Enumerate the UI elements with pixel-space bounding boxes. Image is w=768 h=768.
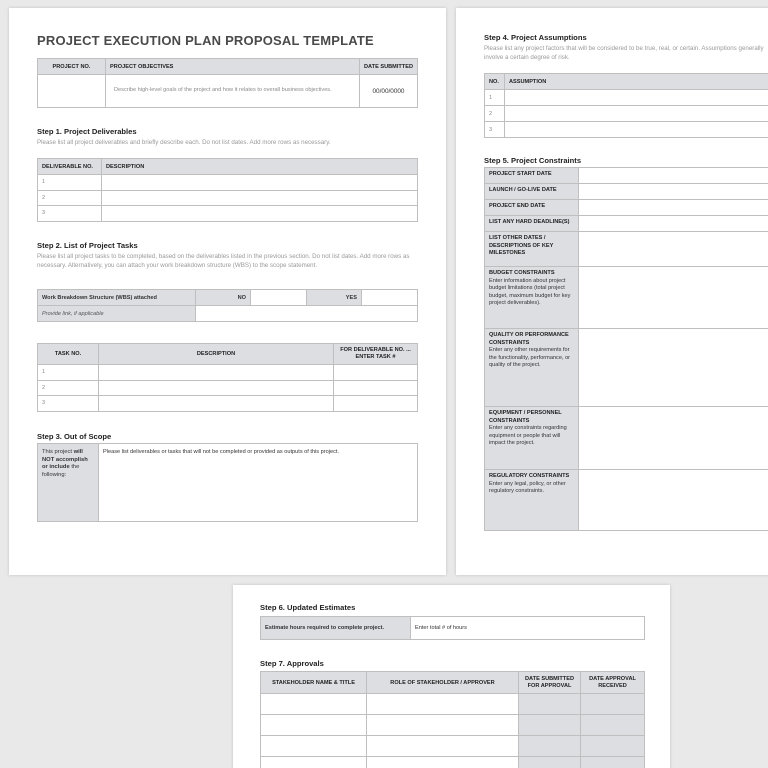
constraint-field[interactable] (579, 329, 768, 407)
header-project-no: PROJECT NO. (38, 59, 106, 75)
header-deliverable-no: DELIVERABLE NO. (38, 159, 102, 175)
header-date-approval-received: DATE APPROVAL RECEIVED (581, 672, 645, 694)
table-cell[interactable] (505, 122, 768, 138)
header-stakeholder-role: ROLE OF STAKEHOLDER / APPROVER (367, 672, 519, 694)
table-cell[interactable] (334, 396, 418, 412)
out-of-scope-field[interactable]: Please list deliverables or tasks that will not be completed or provided as outputs of this project. (99, 444, 418, 522)
page-3 (233, 585, 670, 768)
tasks-table (37, 343, 418, 412)
table-row-number: 2 (38, 380, 99, 396)
table-cell[interactable] (261, 715, 367, 736)
table-cell[interactable] (367, 736, 519, 757)
constraint-label: PROJECT END DATE (485, 200, 579, 216)
table-cell[interactable] (334, 365, 418, 381)
wbs-table (37, 289, 418, 322)
table-cell[interactable] (102, 175, 418, 191)
table-cell[interactable] (99, 365, 334, 381)
table-row-number: 3 (38, 396, 99, 412)
project-no-cell[interactable] (38, 75, 106, 108)
table-row-number: 2 (38, 190, 102, 206)
constraint-label: QUALITY OR PERFORMANCE CONSTRAINTS Enter any other requirements for the functionality, performance, or quality of the project. (485, 329, 579, 407)
header-description: DESCRIPTION (102, 159, 418, 175)
table-row-number: 1 (485, 90, 505, 106)
table-cell[interactable] (505, 90, 768, 106)
wbs-label: Work Breakdown Structure (WBS) attached (38, 290, 196, 306)
table-cell[interactable] (581, 736, 645, 757)
wbs-link-field[interactable] (196, 306, 418, 322)
header-date-submitted: DATE SUBMITTED (360, 59, 418, 75)
step6-heading: Step 6. Updated Estimates (260, 603, 356, 612)
table-cell[interactable] (367, 757, 519, 768)
page-1 (9, 8, 446, 575)
constraint-field[interactable] (579, 200, 768, 216)
table-cell[interactable] (519, 736, 581, 757)
table-cell[interactable] (519, 757, 581, 768)
table-cell[interactable] (519, 715, 581, 736)
table-row-number: 2 (485, 106, 505, 122)
constraint-label: REGULATORY CONSTRAINTS Enter any legal, policy, or other regulatory constraints. (485, 470, 579, 531)
table-cell[interactable] (334, 380, 418, 396)
header-stakeholder-name: STAKEHOLDER NAME & TITLE (261, 672, 367, 694)
constraint-field[interactable] (579, 184, 768, 200)
header-assumption-no: NO. (485, 74, 505, 90)
header-assumption: ASSUMPTION (505, 74, 768, 90)
step7-heading: Step 7. Approvals (260, 659, 324, 668)
constraint-label: EQUIPMENT / PERSONNEL CONSTRAINTS Enter any constraints regarding equipment or people that will impact the project. (485, 407, 579, 470)
table-cell[interactable] (581, 757, 645, 768)
date-submitted-cell[interactable]: 00/00/0000 (360, 75, 418, 108)
table-cell[interactable] (505, 106, 768, 122)
table-row-number: 3 (485, 122, 505, 138)
constraint-label: LAUNCH / GO-LIVE DATE (485, 184, 579, 200)
table-cell[interactable] (581, 694, 645, 715)
step4-description: Please list any project factors that will be considered to be true, real, or certain. Assumptions generally involve a certain degree of risk. (484, 45, 764, 61)
table-cell[interactable] (261, 757, 367, 768)
table-cell[interactable] (367, 694, 519, 715)
page-2 (456, 8, 768, 575)
document-title: PROJECT EXECUTION PLAN PROPOSAL TEMPLATE (37, 33, 374, 48)
project-objectives-cell[interactable]: Describe high-level goals of the project and how it relates to overall business objectives. (106, 75, 360, 108)
constraint-field[interactable] (579, 168, 768, 184)
step2-description: Please list all project tasks to be completed, based on the deliverables listed in the previous section. Do not list dates. Add more rows as necessary. Alternatively, you can attach your work breakdown structure (WBS) to the scope statement. (37, 253, 410, 269)
step3-heading: Step 3. Out of Scope (37, 432, 112, 441)
step1-description: Please list all project deliverables and briefly describe each. Do not list dates. Add more rows as necessary. (37, 139, 331, 146)
step1-heading: Step 1. Project Deliverables (37, 127, 137, 136)
wbs-link-label: Provide link, if applicable (38, 306, 196, 322)
table-row-number: 1 (38, 175, 102, 191)
deliverables-table (37, 158, 418, 222)
step2-heading: Step 2. List of Project Tasks (37, 241, 138, 250)
table-cell[interactable] (367, 715, 519, 736)
constraints-table (484, 167, 768, 531)
constraint-label: LIST ANY HARD DEADLINE(S) (485, 216, 579, 232)
table-cell[interactable] (261, 736, 367, 757)
header-task-description: DESCRIPTION (99, 344, 334, 365)
step5-heading: Step 5. Project Constraints (484, 156, 582, 165)
header-for-deliverable: FOR DELIVERABLE NO. ... ENTER TASK # (334, 344, 418, 365)
wbs-no-label: NO (196, 290, 251, 306)
estimate-label: Estimate hours required to complete project. (261, 617, 411, 640)
constraint-label: LIST OTHER DATES / DESCRIPTIONS OF KEY MILESTONES (485, 232, 579, 267)
table-cell[interactable] (519, 694, 581, 715)
wbs-yes-checkbox[interactable] (362, 290, 418, 306)
constraint-field[interactable] (579, 267, 768, 329)
out-of-scope-label: This project will NOT accomplish or include the following: (38, 444, 99, 522)
table-cell[interactable] (581, 715, 645, 736)
table-cell[interactable] (99, 396, 334, 412)
constraint-field[interactable] (579, 232, 768, 267)
step4-heading: Step 4. Project Assumptions (484, 33, 587, 42)
project-info-table (37, 58, 418, 108)
table-row-number: 3 (38, 206, 102, 222)
header-task-no: TASK NO. (38, 344, 99, 365)
constraint-field[interactable] (579, 407, 768, 470)
table-cell[interactable] (99, 380, 334, 396)
constraint-field[interactable] (579, 470, 768, 531)
assumptions-table (484, 73, 768, 138)
wbs-no-checkbox[interactable] (251, 290, 307, 306)
header-date-submitted-approval: DATE SUBMITTED FOR APPROVAL (519, 672, 581, 694)
approvals-table (260, 671, 645, 768)
estimates-table (260, 616, 645, 640)
constraint-label: BUDGET CONSTRAINTS Enter information about project budget limitations (total project budget, maximum budget for key project deliverables). (485, 267, 579, 329)
wbs-yes-label: YES (307, 290, 362, 306)
estimate-hours-field[interactable]: Enter total # of hours (411, 617, 645, 640)
constraint-field[interactable] (579, 216, 768, 232)
table-cell[interactable] (102, 206, 418, 222)
constraint-label: PROJECT START DATE (485, 168, 579, 184)
table-cell[interactable] (102, 190, 418, 206)
table-row-number: 1 (38, 365, 99, 381)
table-cell[interactable] (261, 694, 367, 715)
header-project-objectives: PROJECT OBJECTIVES (106, 59, 360, 75)
out-of-scope-table (37, 443, 418, 522)
